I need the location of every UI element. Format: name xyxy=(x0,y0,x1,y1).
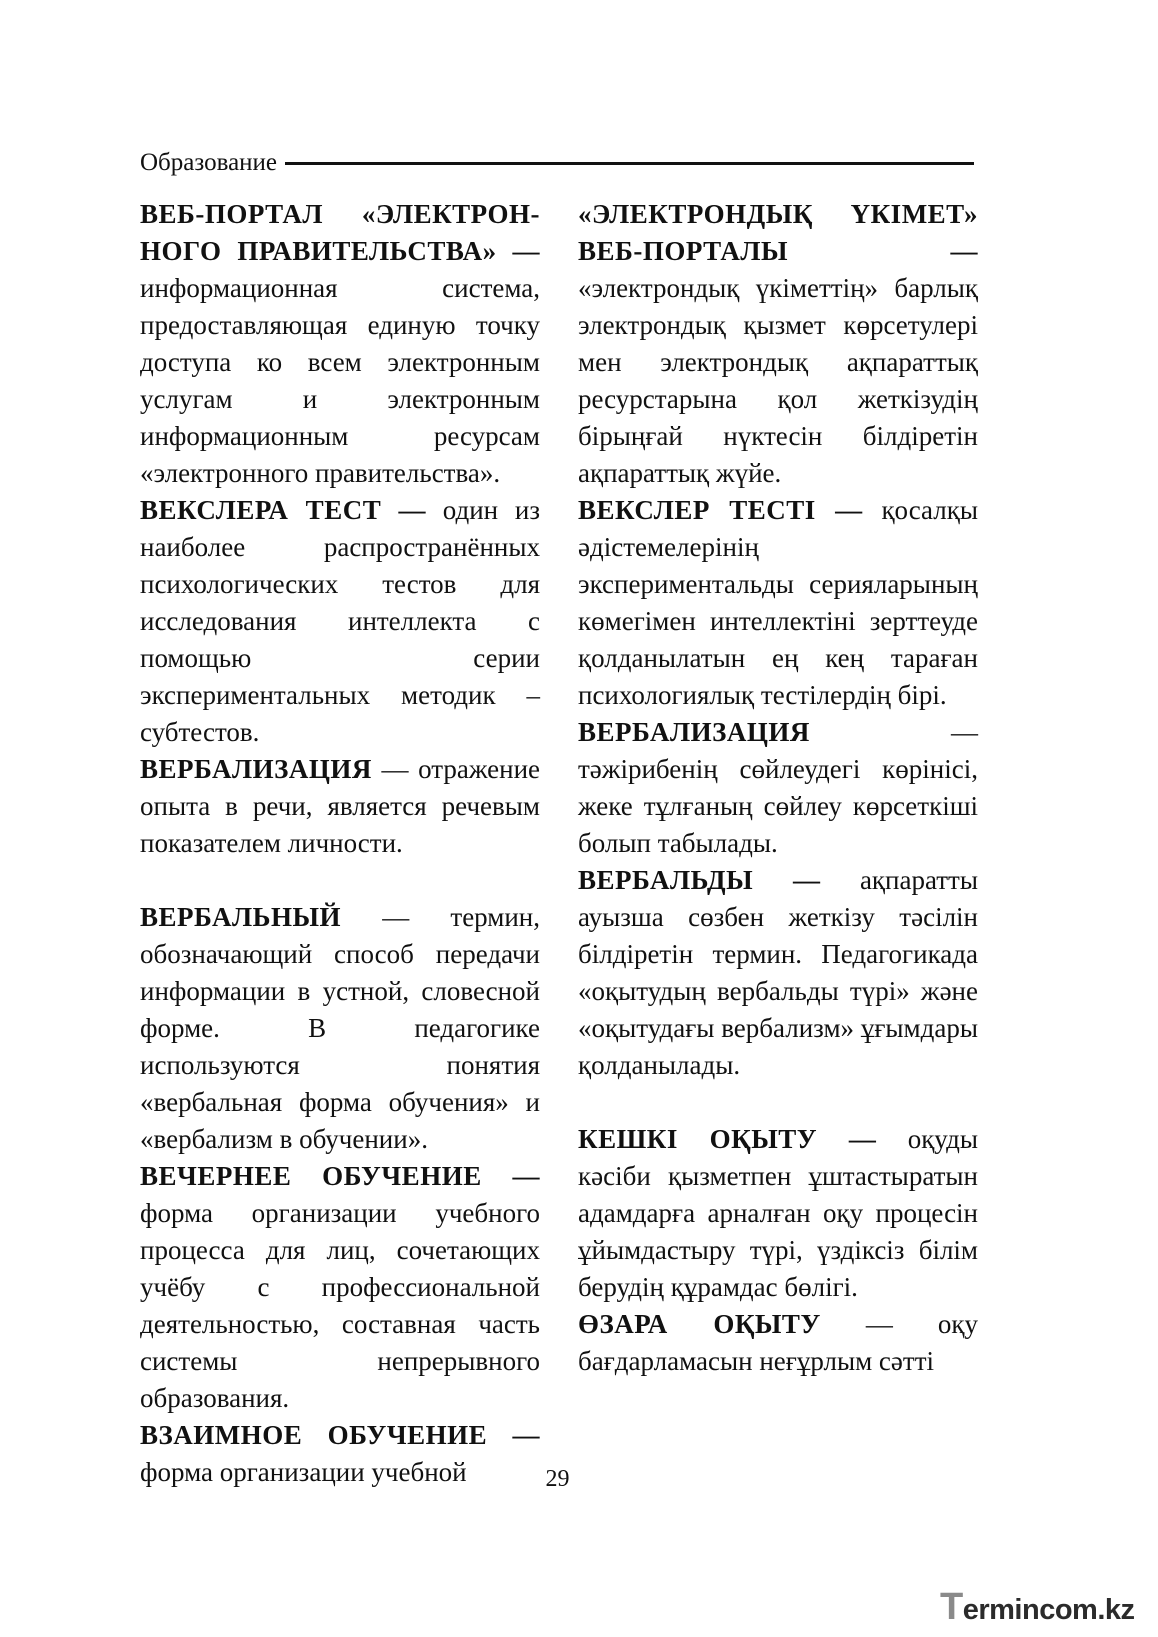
entry-term: ВЕКСЛЕРА ТЕСТ — xyxy=(140,495,426,525)
entry-definition: один из наиболее распространённых психологических тестов для исследования интеллекта с помощью серии экспериментальных методик – субтестов. xyxy=(140,495,540,747)
section-title: Образование xyxy=(140,149,278,176)
watermark-initial: T xyxy=(940,1586,963,1628)
glossary-entry xyxy=(578,862,978,1084)
left-column-russian xyxy=(140,196,540,1491)
glossary-entry xyxy=(578,714,978,862)
entry-term: КЕШКІ ОҚЫТУ — xyxy=(578,1124,877,1154)
entry-definition: қосалқы әдістемелерінің экспериментальды серияларының көмегімен интеллектіні зерттеуде қолданылатын ең кең тараған психологиялық тестілердің бірі. xyxy=(578,495,978,710)
glossary-entry xyxy=(578,196,978,492)
glossary-entry xyxy=(578,1306,978,1380)
site-watermark-logo xyxy=(940,1586,1152,1630)
page-number: 29 xyxy=(545,1466,570,1492)
entry-definition: — отражение опыта в речи, является речевым показателем личности. xyxy=(140,754,540,858)
glossary-entry xyxy=(140,1158,540,1417)
entry-definition: форма организации учебного процесса для лиц, сочетающих учёбу с профессиональной деятельностью, составная часть системы непрерывного образования. xyxy=(140,1198,540,1413)
entry-term: ВЕЧЕРНЕЕ ОБУЧЕНИЕ — xyxy=(140,1161,540,1191)
header-rule xyxy=(285,162,974,165)
entry-term: ВЕБ-ПОРТАЛ «ЭЛЕКТРОН-НОГО ПРАВИТЕЛЬСТВА» — xyxy=(140,199,540,266)
watermark-text: ermincom.kz xyxy=(962,1594,1135,1626)
glossary-entry xyxy=(578,1121,978,1306)
running-header xyxy=(140,146,974,180)
entry-definition: ақпаратты ауызша сөзбен жеткізу тәсілін білдіретін термин. Педагогикада «оқытудың вербальды түрі» және «оқытудағы вербализм» ұғымдары қолданылады. xyxy=(578,865,978,1080)
entry-definition: оқуды кәсіби қызметпен ұштастыратын адамдарға арналған оқу процесін ұйымдастыру түрі, үздіксіз білім берудің құрамдас бөлігі. xyxy=(578,1124,978,1302)
entry-term: ВЕРБАЛИЗАЦИЯ xyxy=(140,754,372,784)
entry-definition: — тәжірибенің сөйлеудегі көрінісі, жеке тұлғаның сөйлеу көрсеткіші болып табылады. xyxy=(578,717,978,858)
right-column-kazakh xyxy=(578,196,978,1380)
glossary-entry xyxy=(140,196,540,492)
entry-term: ВЕКСЛЕР ТЕСТІ — xyxy=(578,495,863,525)
entry-definition: «электрондық үкіметтің» барлық электрондық қызмет көрсетулері мен электрондық ақпараттық ресурстарына қол жеткізудің бірыңғай нүктесін білдіретін ақпараттық жүйе. xyxy=(578,273,978,488)
glossary-entry xyxy=(578,492,978,714)
glossary-entry xyxy=(140,492,540,751)
entry-term: ВЕРБАЛИЗАЦИЯ xyxy=(578,717,810,747)
entry-definition: — оқу бағдарламасын неғұрлым сәтті xyxy=(578,1309,978,1376)
entry-term: ВЕРБАЛЬДЫ — xyxy=(578,865,821,895)
entry-term: ВЕРБАЛЬНЫЙ xyxy=(140,902,341,932)
entry-term: ӨЗАРА ОҚЫТУ xyxy=(578,1309,821,1339)
entry-definition: — термин, обозначающий способ передачи информации в устной, словесной форме. В педагогике используются понятия «вербальная форма обучения» и «вербализм в обучении». xyxy=(140,902,540,1154)
glossary-entry xyxy=(140,751,540,862)
entry-definition: форма организации учебной xyxy=(140,1457,467,1487)
glossary-entry xyxy=(140,899,540,1158)
entry-term: «ЭЛЕКТРОНДЫҚ ҮКІМЕТ» ВЕБ-ПОРТАЛЫ — xyxy=(578,199,978,266)
entry-term: ВЗАИМНОЕ ОБУЧЕНИЕ — xyxy=(140,1420,540,1450)
entry-definition: информационная система, предоставляющая единую точку доступа ко всем электронным услугам и электронным информационным ресурсам «электронного правительства». xyxy=(140,273,540,488)
